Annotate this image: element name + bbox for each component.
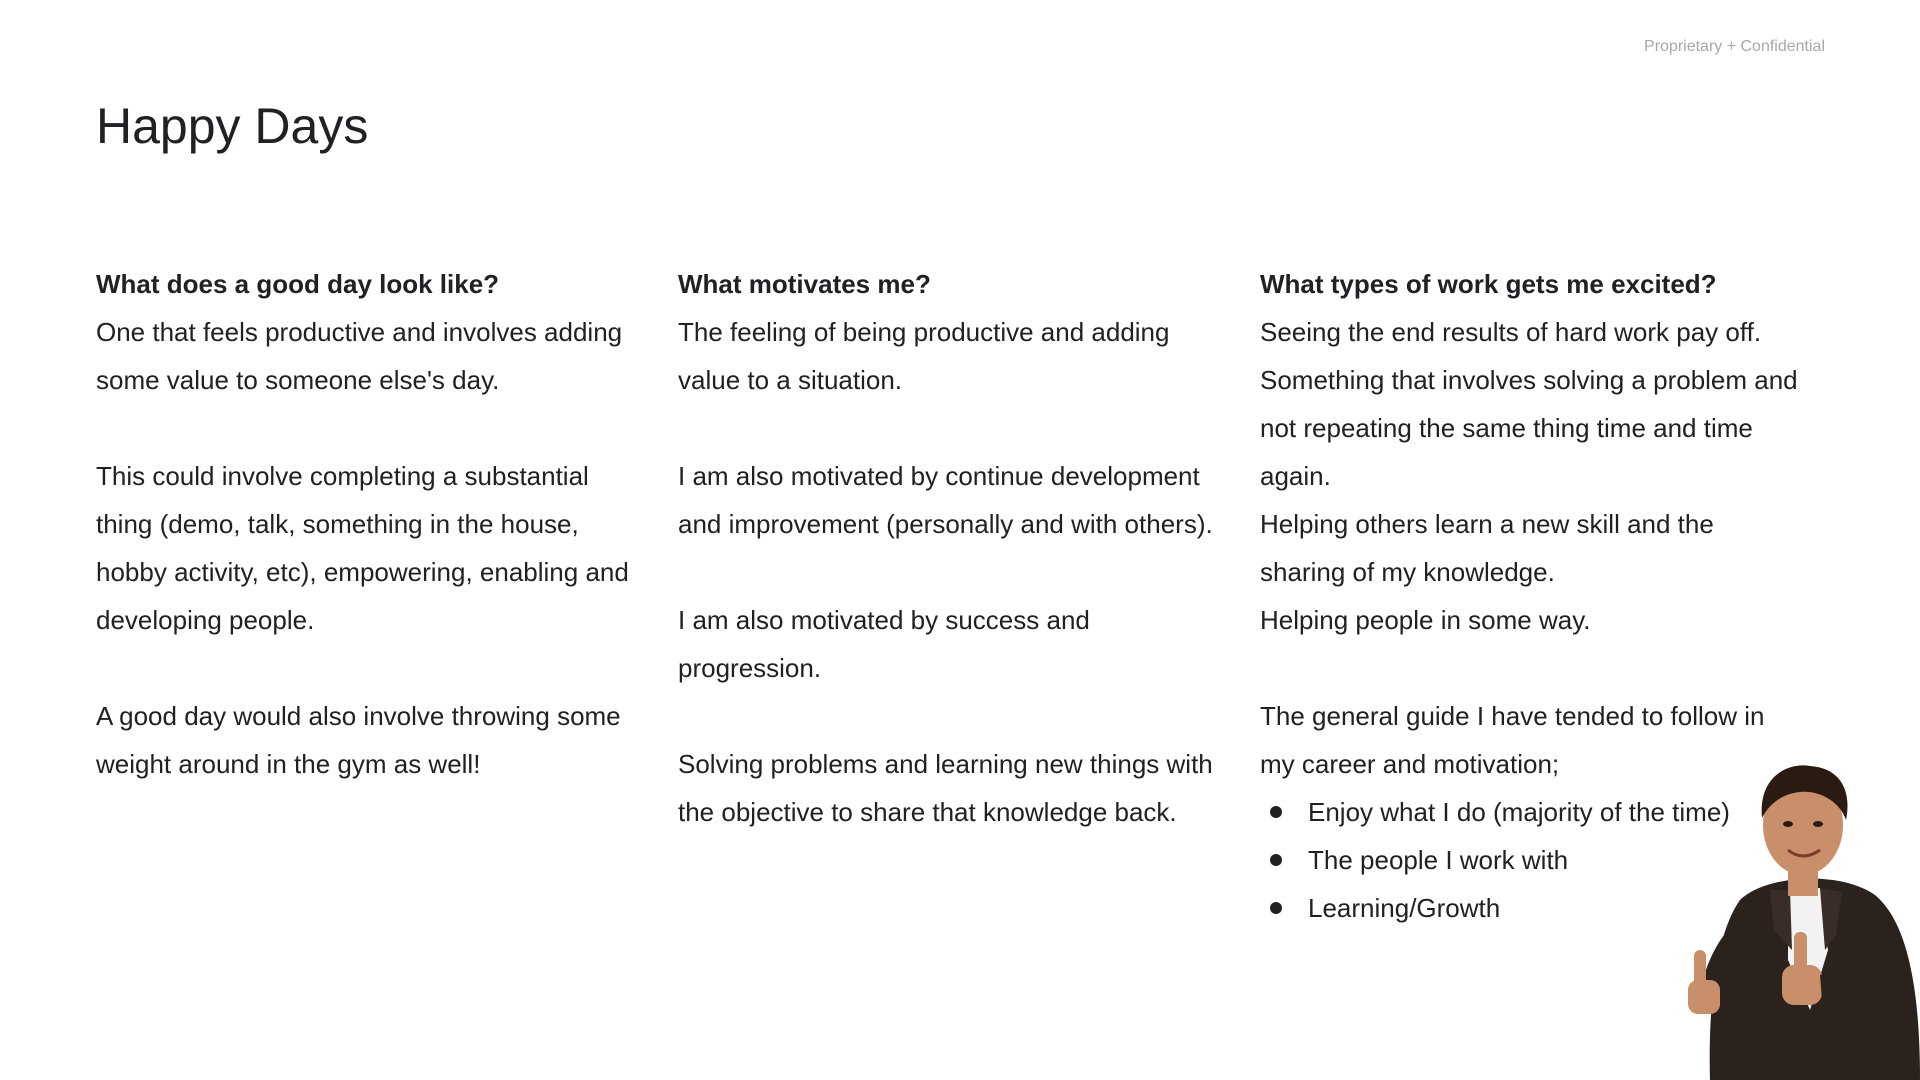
list-item-label: The people I work with [1308,845,1569,875]
paragraph: I am also motivated by continue development and improvement (personally and with others). [678,461,1213,539]
bullet-icon [1270,902,1282,914]
paragraph: One that feels productive and involves adding some value to someone else's day. [96,317,623,395]
paragraph: This could involve completing a substantial thing (demo, talk, something in the house, hobby activity, etc), empowering, enabling and developing people. [96,461,629,635]
column-good-day [96,260,636,788]
column-motivation [678,260,1218,836]
paragraph: Solving problems and learning new things with the objective to share that knowledge back. [678,749,1213,827]
paragraph: A good day would also involve throwing some weight around in the gym as well! [96,701,621,779]
bullet-icon [1270,854,1282,866]
thumbs-up-person-icon [1670,750,1920,1080]
column-heading: What does a good day look like? [96,269,500,299]
paragraph: I am also motivated by success and progression. [678,605,1090,683]
bullet-icon [1270,806,1282,818]
line: Something that involves solving a problem and not repeating the same thing time and time again. [1260,365,1798,491]
page-title: Happy Days [96,98,369,154]
line: Helping others learn a new skill and the sharing of my knowledge. [1260,509,1714,587]
content-columns [96,260,1796,960]
paragraph: The feeling of being productive and adding value to a situation. [678,317,1170,395]
column-heading: What motivates me? [678,269,931,299]
line: Helping people in some way. [1260,605,1591,635]
guide-intro: The general guide I have tended to follow in my career and motivation; [1260,701,1765,779]
column-heading: What types of work gets me excited? [1260,269,1717,299]
line: Seeing the end results of hard work pay off. [1260,317,1762,347]
confidential-label: Proprietary + Confidential [1644,38,1825,55]
list-item-label: Enjoy what I do (majority of the time) [1308,797,1730,827]
list-item-label: Learning/Growth [1308,893,1501,923]
